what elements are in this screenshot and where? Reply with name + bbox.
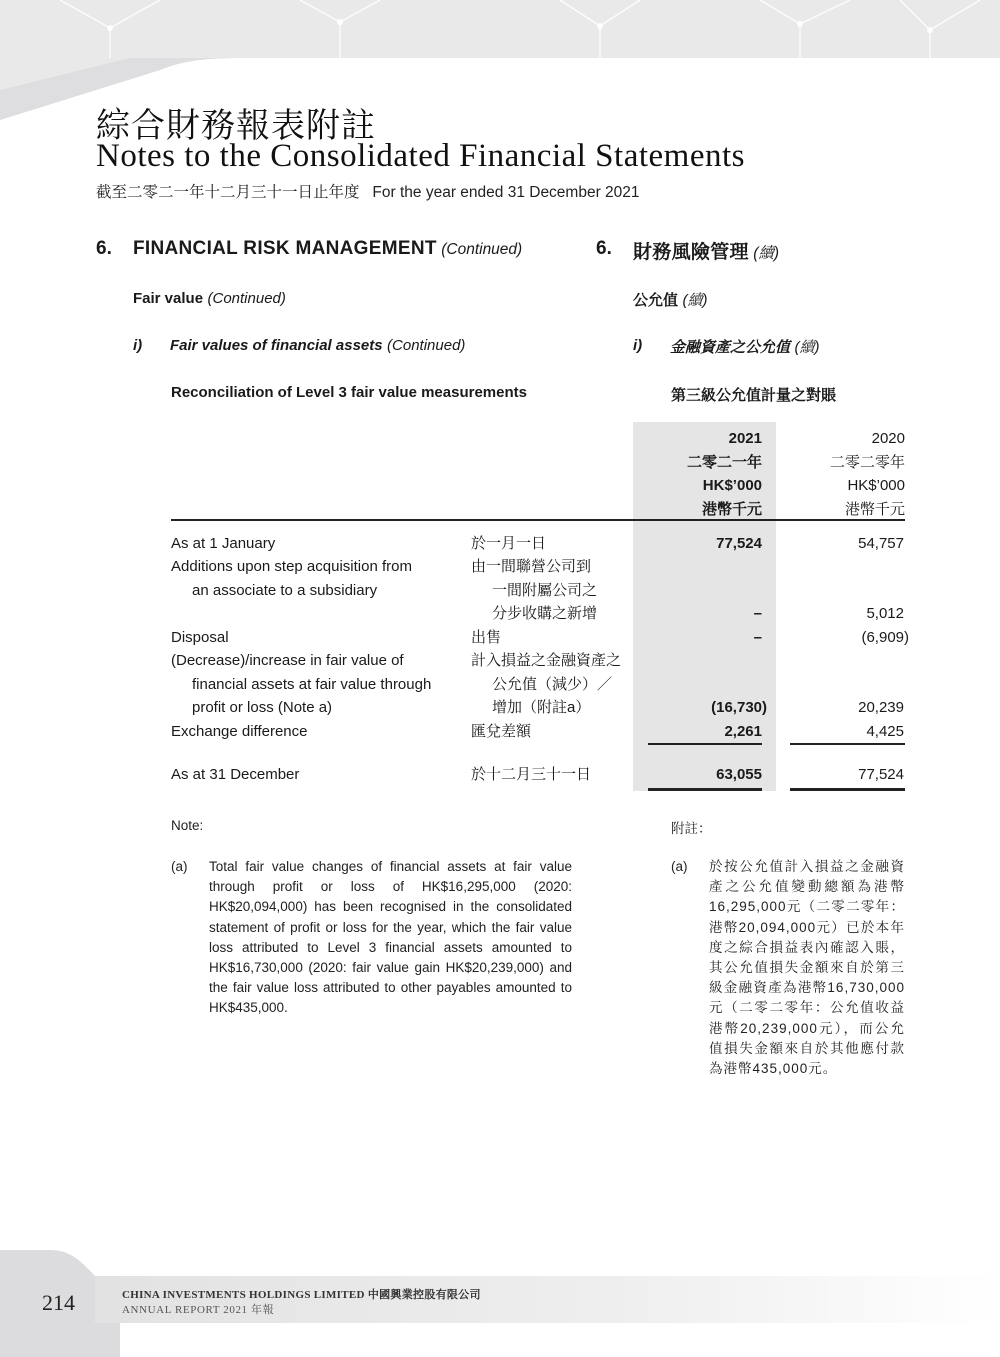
note-a-text-zh: 於按公允值計入損益之金融資產之公允值變動總額為港幣16,295,000元（二零二零年：港幣20,094,000元）已於本年度之綜合損益表內確認入賬，其公允值損失金額來自於第三級金融資產為港幣16,730,000元（二零二零年：公允值收益港幣20,239,000元），而公允值損失金額來自於其他應付款為港幣435,000元。 [709, 859, 905, 1077]
row-closing-2020: 77,524 [858, 766, 904, 783]
row-additions-2021: – [753, 605, 762, 622]
row-text: 一間附屬公司之 [492, 581, 598, 599]
row-fair-value-change-2021: (16,730) [711, 699, 767, 716]
item-label-zh: i) [633, 337, 643, 354]
row-opening-2021: 77,524 [716, 535, 762, 552]
row-additions-label-zh [471, 555, 597, 626]
row-text: financial assets at fair value through [192, 675, 432, 693]
row-closing-label-en [171, 763, 299, 787]
column-header-2020 [765, 427, 905, 521]
note-heading-zh: 附註： [671, 821, 712, 836]
col-2020-year-zh: 二零二零年 [829, 453, 905, 471]
fair-value-heading-zh [633, 289, 707, 310]
row-text: 增加（附註a） [492, 699, 591, 716]
row-fair-value-change-label-en [171, 649, 431, 720]
row-additions-2020: 5,012 [866, 605, 904, 622]
fair-value-heading-en [133, 290, 286, 308]
col-2020-year: 2020 [871, 430, 905, 447]
row-fair-value-change-label-zh [471, 649, 621, 720]
col-2021-unit-zh: 港幣千元 [701, 500, 762, 518]
row-fair-value-change-2020: 20,239 [858, 699, 904, 716]
row-text: As at 1 January [171, 535, 276, 552]
section-title-en: FINANCIAL RISK MANAGEMENT [133, 238, 437, 259]
row-exchange-2021: 2,261 [724, 723, 762, 740]
item-label-en: i) [133, 337, 143, 354]
total-rule-2021 [648, 788, 762, 791]
item-title-en: Fair values of financial assets [170, 337, 383, 354]
row-text: 匯兌差額 [471, 723, 532, 740]
section-continued-en: (Continued) [441, 241, 523, 258]
col-2021-year: 2021 [728, 430, 762, 447]
item-heading-zh [670, 336, 819, 357]
note-a-label-en: (a) [171, 859, 188, 874]
section-title-zh-group [633, 237, 779, 264]
row-opening-label-zh [471, 532, 546, 556]
footer-company-name: CHINA INVESTMENTS HOLDINGS LIMITED 中國興業控股有限公司 [122, 1289, 481, 1301]
row-opening-2020: 54,757 [858, 535, 904, 552]
note-a-label-zh: (a) [671, 859, 688, 874]
page-title-en: Notes to the Consolidated Financial Statements [96, 138, 745, 174]
row-text: 於十二月三十一日 [471, 766, 592, 783]
reconciliation-heading-en: Reconciliation of Level 3 fair value measurements [171, 384, 527, 401]
section-number-zh: 6. [596, 238, 612, 259]
row-text: 計入損益之金融資產之 [471, 652, 622, 669]
subtotal-rule-2021 [648, 743, 762, 745]
col-2021-unit: HK$’000 [702, 477, 762, 494]
row-text: profit or loss (Note a) [192, 699, 333, 716]
row-disposal-label-en [171, 626, 229, 650]
col-2020-unit-zh: 港幣千元 [844, 500, 905, 518]
fair-value-label-zh: 公允值 [633, 292, 679, 309]
row-exchange-label-zh [471, 720, 531, 744]
row-text: an associate to a subsidiary [192, 581, 378, 599]
item-continued-en: (Continued) [387, 337, 466, 354]
row-disposal-2020: (6,909) [861, 629, 909, 646]
fair-value-continued-zh: (續) [682, 292, 708, 309]
section-title-en-group [133, 238, 522, 260]
row-text: 由一間聯營公司到 [471, 558, 592, 575]
row-text: Additions upon step acquisition from [171, 558, 412, 575]
col-2020-unit: HK$’000 [847, 477, 905, 494]
row-exchange-2020: 4,425 [866, 723, 904, 740]
section-continued-zh: (續) [753, 245, 780, 262]
row-closing-2021: 63,055 [716, 766, 762, 783]
row-text: 公允值（減少）／ [492, 675, 613, 693]
row-closing-label-zh [471, 763, 591, 787]
section-number-en: 6. [96, 238, 112, 259]
reconciliation-heading-zh: 第三級公允值計量之對賬 [671, 387, 837, 404]
page-subtitle: 截至二零二一年十二月三十一日止年度 For the year ended 31 December 2021 [96, 184, 640, 201]
col-2021-year-zh: 二零二一年 [686, 453, 762, 471]
fair-value-label-en: Fair value [133, 290, 204, 307]
row-text: 出售 [471, 629, 502, 646]
row-exchange-label-en [171, 720, 308, 744]
item-heading-en [170, 337, 465, 355]
row-text: Disposal [171, 629, 229, 646]
item-title-zh: 金融資產之公允值 [670, 339, 791, 356]
row-disposal-label-zh [471, 626, 501, 650]
item-continued-zh: (續) [794, 339, 820, 356]
fair-value-continued-en: (Continued) [207, 290, 286, 307]
note-a-text-en: Total fair value changes of financial assets at fair value through profit or loss of HK$16,295,000 (2020: HK$20,094,000) has been recognised in the consolidated statement of profit or loss for the year, which the fair value loss attributed to Level 3 financial assets amounted to HK$16,730,000 (2020: fair value gain HK$20,239,000) and the fair value loss attributed to other payables amounted to HK$435,000. [209, 859, 572, 1016]
row-opening-label-en [171, 532, 275, 556]
row-text: As at 31 December [171, 766, 300, 783]
row-text: (Decrease)/increase in fair value of [171, 652, 404, 669]
row-disposal-2021: – [753, 629, 762, 646]
page-number: 214 [42, 1290, 75, 1315]
row-text: Exchange difference [171, 723, 308, 740]
total-rule-2020 [790, 788, 905, 791]
section-title-zh: 財務風險管理 [633, 242, 749, 263]
table-header-rule [171, 519, 905, 521]
footer-report-title: ANNUAL REPORT 2021 年報 [122, 1304, 275, 1316]
row-text: 分步收購之新增 [492, 605, 598, 622]
row-additions-label-en [171, 555, 412, 602]
note-heading-en: Note: [171, 818, 204, 833]
page-title-zh: 綜合財務報表附註 [96, 106, 376, 146]
column-header-2021 [622, 427, 762, 521]
row-text: 於一月一日 [471, 535, 547, 552]
subtotal-rule-2020 [790, 743, 905, 745]
